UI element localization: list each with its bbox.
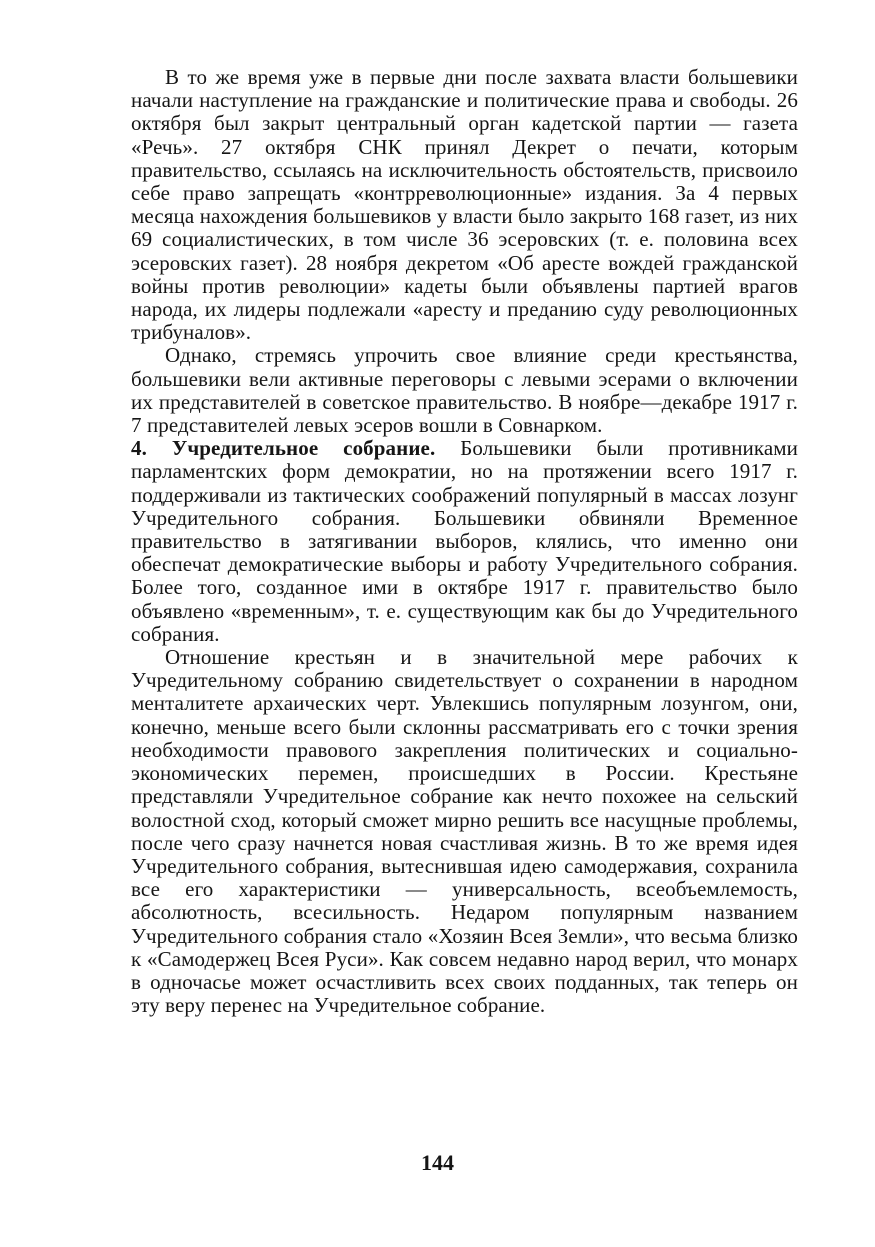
page-number: 144	[421, 1150, 454, 1175]
main-text	[131, 66, 798, 1017]
paragraph-peasant-attitude: Отношение крестьян и в значительной мере рабочих к Учредительному собранию свидетельствует о сохранении в народном менталитете архаических черт. Увлекшись популярным лозунгом, они, конечно, меньше всего были склонны рассматривать его с точки зрения необходимости правового закрепления политических и социально-экономических перемен, происшедших в России. Крестьяне представляли Учредительное собрание как нечто похожее на сельский волостной сход, который сможет мирно решить все насущные проблемы, после чего сразу начнется новая счастливая жизнь. В то же время идея Учредительного собрания, вытеснившая идею самодержавия, сохранила все его характеристики — универсальность, всеобъемлемость, абсолютность, всесильность. Недаром популярным названием Учредительного собрания стало «Хозяин Всея Земли», что весьма близко к «Самодержец Всея Руси». Как совсем недавно народ верил, что монарх в одночасье может осчастливить всех своих подданных, так теперь он эту веру перенес на Учредительное собрание.	[131, 645, 798, 1018]
section-heading: 4. Учредительное собрание.	[131, 436, 436, 461]
paragraph-constituent-assembly	[131, 437, 798, 646]
section-body-text: Большевики были противниками парламентских форм демократии, но на протяжении всего 1917 г. поддерживали из тактических соображений популярный в массах лозунг Учредительного собрания. Большевики обвиняли Временное правительство в затягивании выборов, клялись, что именно они обеспечат демократические выборы и работу Учредительного собрания. Более того, созданное ими в октябре 1917 г. правительство было объявлено «временным», т. е. существующим как бы до Учредительного собрания.	[131, 436, 799, 646]
paragraph-press-repression: В то же время уже в первые дни после захвата власти большевики начали наступление на гражданские и политические права и свободы. 26 октября был закрыт центральный орган кадетской партии — газета «Речь». 27 октября СНК принял Декрет о печати, которым правительство, ссылаясь на исключительность обстоятельств, присвоило себе право запрещать «контрреволюционные» издания. За 4 первых месяца нахождения большевиков у власти было закрыто 168 газет, из них 69 социалистических, в том числе 36 эсеровских (т. е. половина всех эсеровских газет). 28 ноября декретом «Об аресте вождей гражданской войны против революции» кадеты были объявлены партией врагов народа, их лидеры подлежали «аресту и преданию суду революционных трибуналов».	[131, 65, 798, 345]
paragraph-left-sr-coalition: Однако, стремясь упрочить свое влияние среди крестьянства, большевики вели активные переговоры с левыми эсерами о включении их представителей в советское правительство. В ноябре—декабре 1917 г. 7 представителей левых эсеров вошли в Совнарком.	[131, 343, 798, 438]
